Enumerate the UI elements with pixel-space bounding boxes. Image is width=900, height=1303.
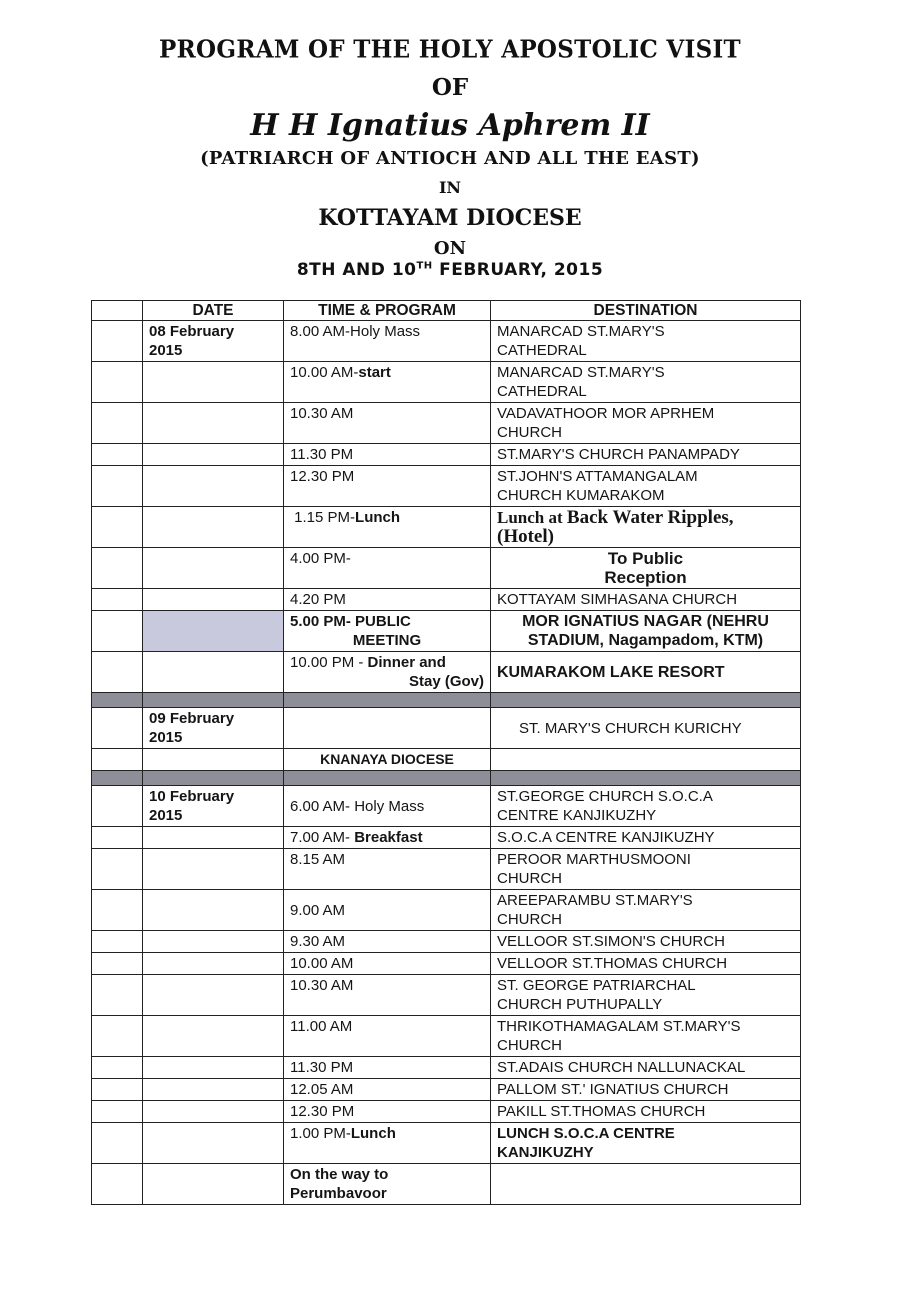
destination-cell: VADAVATHOOR MOR APRHEM CHURCH (491, 403, 801, 444)
table-row (92, 890, 801, 931)
destination-cell: AREEPARAMBU ST.MARY'S CHURCH (491, 890, 801, 931)
destination-cell: KUMARAKOM LAKE RESORT (491, 652, 801, 693)
destination-cell: ST. MARY'S CHURCH KURICHY (491, 708, 801, 749)
time-cell: 6.00 AM- Holy Mass (284, 786, 491, 827)
patriarch-title: (PATRIARCH OF ANTIOCH AND ALL THE EAST) (200, 148, 700, 169)
time-cell: 12.30 PM (284, 1101, 491, 1123)
destination-cell: ST.ADAIS CHURCH NALLUNACKAL (491, 1057, 801, 1079)
time-cell: 12.30 PM (284, 466, 491, 507)
header-time-program: TIME & PROGRAM (284, 301, 491, 321)
destination-cell: MANARCAD ST.MARY'S CATHEDRAL (491, 321, 801, 362)
diocese-note: KNANAYA DIOCESE (284, 749, 491, 771)
table-row (92, 1016, 801, 1057)
time-cell: 10.30 AM (284, 403, 491, 444)
destination-cell: LUNCH S.O.C.A CENTRE KANJIKUZHY (491, 1123, 801, 1164)
time-cell: 11.30 PM (284, 1057, 491, 1079)
time-cell: 4.20 PM (284, 589, 491, 611)
time-cell: 10.00 PM - Dinner and Stay (Gov) (284, 652, 491, 693)
time-cell: 12.05 AM (284, 1079, 491, 1101)
date-cell: 10 February 2015 (143, 786, 284, 827)
time-cell: 10.00 AM (284, 953, 491, 975)
table-row (92, 444, 801, 466)
destination-cell: VELLOOR ST.SIMON'S CHURCH (491, 931, 801, 953)
table-row (92, 953, 801, 975)
diocese-name: KOTTAYAM DIOCESE (318, 205, 582, 231)
table-row (92, 403, 801, 444)
time-cell: 10.30 AM (284, 975, 491, 1016)
time-cell: 4.00 PM- (284, 548, 491, 589)
table-row (92, 786, 801, 827)
table-row (92, 548, 801, 589)
destination-cell: THRIKOTHAMAGALAM ST.MARY'S CHURCH (491, 1016, 801, 1057)
header-destination: DESTINATION (491, 301, 801, 321)
shaded-cell (143, 611, 284, 652)
table-row (92, 321, 801, 362)
table-row (92, 827, 801, 849)
table-row (92, 1079, 801, 1101)
time-cell: 1.00 PM-Lunch (284, 1123, 491, 1164)
time-cell: 5.00 PM- PUBLIC MEETING (284, 611, 491, 652)
destination-cell: S.O.C.A CENTRE KANJIKUZHY (491, 827, 801, 849)
table-row (92, 1057, 801, 1079)
table-row (92, 931, 801, 953)
destination-cell: KOTTAYAM SIMHASANA CHURCH (491, 589, 801, 611)
header-date: DATE (143, 301, 284, 321)
visit-dates: 8TH AND 10TH FEBRUARY, 2015 (296, 260, 604, 280)
time-cell: 7.00 AM- Breakfast (284, 827, 491, 849)
table-row (92, 611, 801, 652)
time-cell: 11.30 PM (284, 444, 491, 466)
table-row (92, 1101, 801, 1123)
time-cell: 9.30 AM (284, 931, 491, 953)
destination-cell: Lunch at Back Water Ripples, (Hotel) (491, 507, 801, 548)
time-cell: 9.00 AM (284, 890, 491, 931)
time-cell: 10.00 AM-start (284, 362, 491, 403)
destination-cell: ST.JOHN'S ATTAMANGALAM CHURCH KUMARAKOM (491, 466, 801, 507)
table-row (92, 849, 801, 890)
table-row (92, 1164, 801, 1205)
table-row (92, 975, 801, 1016)
table-row (92, 1123, 801, 1164)
destination-cell: PALLOM ST.' IGNATIUS CHURCH (491, 1079, 801, 1101)
title-on: ON (433, 238, 467, 259)
date-cell: 08 February 2015 (143, 321, 284, 362)
table-row (92, 589, 801, 611)
destination-cell: MANARCAD ST.MARY'S CATHEDRAL (491, 362, 801, 403)
table-row (92, 652, 801, 693)
destination-cell: ST.GEORGE CHURCH S.O.C.A CENTRE KANJIKUZHY (491, 786, 801, 827)
date-cell: 09 February 2015 (143, 708, 284, 749)
title-of: OF (431, 74, 469, 101)
schedule-table (91, 300, 801, 1205)
destination-cell: PAKILL ST.THOMAS CHURCH (491, 1101, 801, 1123)
time-cell: 11.00 AM (284, 1016, 491, 1057)
title-in: IN (438, 178, 462, 197)
separator-row (92, 693, 801, 708)
table-row (92, 466, 801, 507)
table-header-row (92, 301, 801, 321)
destination-cell: ST. GEORGE PATRIARCHAL CHURCH PUTHUPALLY (491, 975, 801, 1016)
table-row (92, 362, 801, 403)
table-row (92, 507, 801, 548)
destination-cell: To Public Reception (491, 548, 801, 589)
destination-cell: MOR IGNATIUS NAGAR (NEHRU STADIUM, Nagampadom, KTM) (491, 611, 801, 652)
table-row (92, 708, 801, 749)
destination-cell: ST.MARY'S CHURCH PANAMPADY (491, 444, 801, 466)
destination-cell: VELLOOR ST.THOMAS CHURCH (491, 953, 801, 975)
table-row (92, 749, 801, 771)
time-cell: 1.15 PM-Lunch (284, 507, 491, 548)
document-title: PROGRAM OF THE HOLY APOSTOLIC VISIT (159, 35, 741, 64)
time-cell: On the way to Perumbavoor (284, 1164, 491, 1205)
time-cell: 8.00 AM-Holy Mass (284, 321, 491, 362)
header-blank (92, 301, 143, 321)
destination-cell: PEROOR MARTHUSMOONI CHURCH (491, 849, 801, 890)
patriarch-name: H H Ignatius Aphrem II (250, 108, 650, 143)
time-cell: 8.15 AM (284, 849, 491, 890)
separator-row (92, 771, 801, 786)
